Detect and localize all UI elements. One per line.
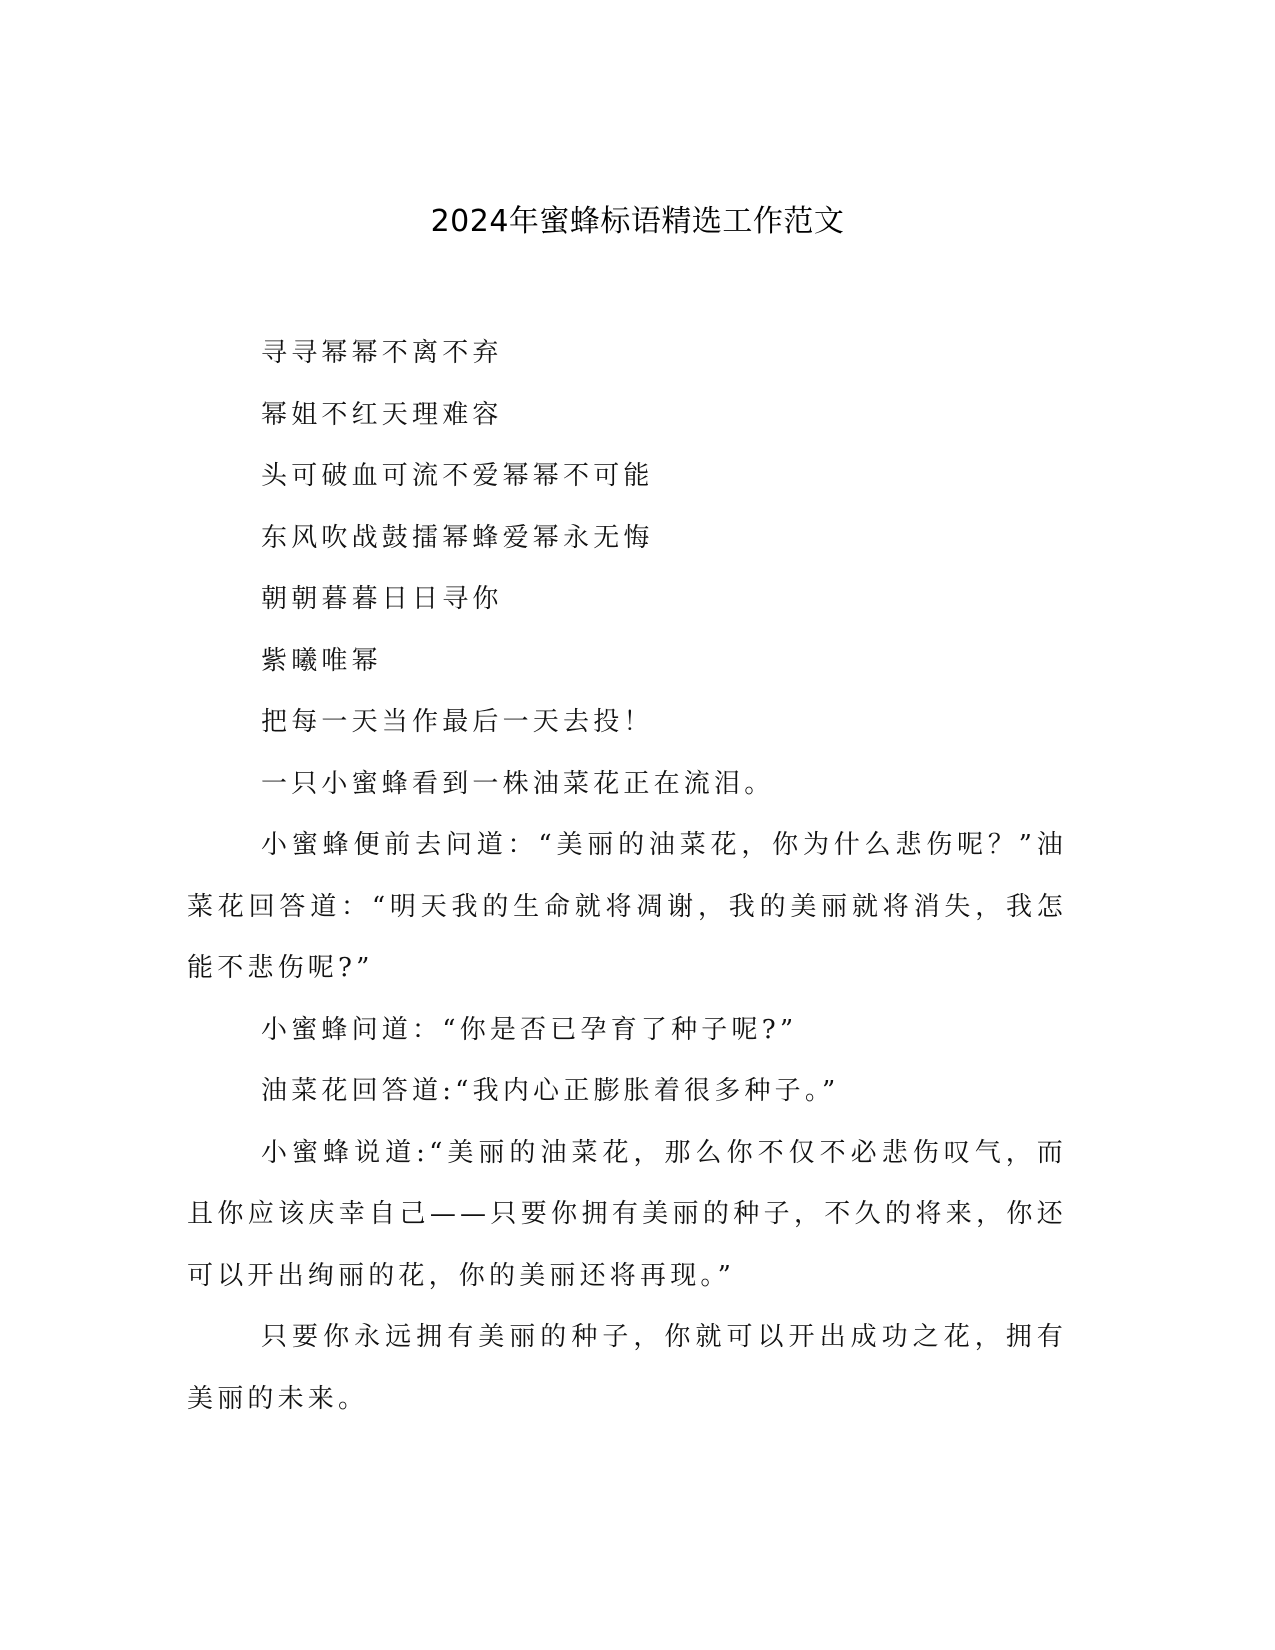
paragraph-13: 只要你永远拥有美丽的种子，你就可以开出成功之花，拥有美丽的未来。	[187, 1322, 1067, 1414]
document-body	[187, 323, 1067, 1430]
paragraph-7: 把每一天当作最后一天去投！	[261, 707, 654, 737]
paragraph-8: 一只小蜜蜂看到一株油菜花正在流泪。	[261, 768, 775, 799]
paragraph-4: 东风吹战鼓擂幂蜂爱幂永无悔	[261, 522, 654, 553]
paragraph-1: 寻寻幂幂不离不弃	[261, 338, 503, 368]
paragraph-3: 头可破血可流不爱幂幂不可能	[261, 461, 654, 491]
paragraph-10: 小蜜蜂问道：“你是否已孕育了种子呢?”	[261, 1014, 798, 1045]
paragraph-5: 朝朝暮暮日日寻你	[261, 584, 503, 614]
paragraph-11: 油菜花回答道:“我内心正膨胀着很多种子。”	[261, 1076, 840, 1106]
page-title: 2024年蜜蜂标语精选工作范文	[430, 204, 845, 239]
paragraph-6: 紫曦唯幂	[261, 645, 382, 676]
paragraph-12: 小蜜蜂说道:“美丽的油菜花，那么你不仅不必悲伤叹气，而且你应该庆幸自己——只要你拥有美丽的种子，不久的将来，你还可以开出绚丽的花，你的美丽还将再现。”	[187, 1137, 1067, 1291]
paragraph-2: 幂姐不红天理难容	[261, 399, 503, 430]
paragraph-9: 小蜜蜂便前去问道：“美丽的油菜花，你为什么悲伤呢？”油菜花回答道：“明天我的生命就将凋谢，我的美丽就将消失，我怎能不悲伤呢?”	[187, 830, 1067, 983]
